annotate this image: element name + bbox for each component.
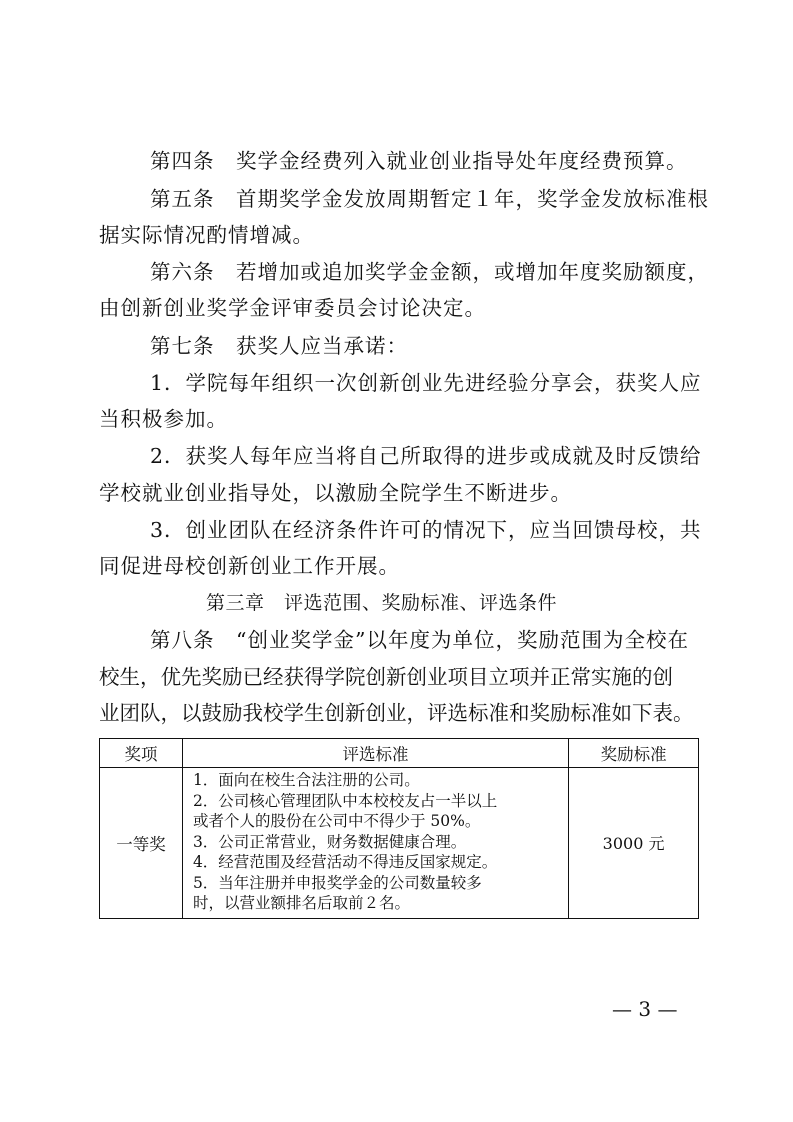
paragraph-line: 同促进母校创新创业工作开展。 bbox=[99, 554, 400, 578]
paragraph-line: 学校就业创业指导处，以激励全院学生不断进步。 bbox=[99, 481, 572, 505]
paragraph-line: 第八条 “创业奖学金”以年度为单位，奖励范围为全校在 bbox=[150, 628, 689, 652]
criteria-line: 4．经营范围及经营活动不得违反国家规定。 bbox=[192, 853, 498, 871]
paragraph-line: 当积极参加。 bbox=[99, 407, 228, 431]
criteria-line: 3．公司正常营业，财务数据健康合理。 bbox=[192, 832, 467, 851]
criteria-cell bbox=[182, 768, 568, 919]
criteria-line: 时，以营业额排名后取前２名。 bbox=[192, 894, 410, 912]
table-header-reward: 奖励标准 bbox=[569, 739, 699, 768]
table-header-award: 奖项 bbox=[100, 739, 183, 768]
paragraph-line: 第四条 奖学金经费列入就业创业指导处年度经费预算。 bbox=[150, 149, 688, 173]
criteria-line: 1．面向在校生合法注册的公司。 bbox=[192, 771, 420, 789]
paragraph-line: 校生，优先奖励已经获得学院创新创业项目立项并正常实施的创 bbox=[99, 665, 673, 689]
chapter-heading: 第三章 评选范围、奖励标准、评选条件 bbox=[206, 592, 558, 614]
criteria-line: 5．当年注册并申报奖学金的公司数量较多 bbox=[192, 873, 482, 892]
criteria-line: 或者个人的股份在公司中不得少于 50%。 bbox=[192, 812, 481, 830]
paragraph-line: 第五条 首期奖学金发放周期暂定１年，奖学金发放标准根 bbox=[150, 187, 709, 211]
award-name-cell: 一等奖 bbox=[100, 768, 183, 919]
paragraph-line: 2．获奖人每年应当将自己所取得的进步或成就及时反馈给 bbox=[150, 444, 702, 468]
paragraph-line: 1．学院每年组织一次创新创业先进经验分享会，获奖人应 bbox=[150, 371, 702, 395]
paragraph-line: 第七条 获奖人应当承诺： bbox=[150, 334, 408, 358]
paragraph-line: 3．创业团队在经济条件许可的情况下，应当回馈母校，共 bbox=[150, 518, 702, 542]
page-number: — 3 — bbox=[612, 997, 678, 1021]
paragraph-line: 由创新创业奖学金评审委员会讨论决定。 bbox=[99, 296, 486, 320]
paragraph-line: 第六条 若增加或追加奖学金金额，或增加年度奖励额度， bbox=[150, 260, 709, 284]
reward-cell: 3000 元 bbox=[569, 768, 699, 919]
paragraph-line: 据实际情况酌情增减。 bbox=[99, 223, 314, 247]
table-header-criteria: 评选标准 bbox=[182, 739, 568, 768]
award-table bbox=[99, 738, 699, 919]
table-header-row bbox=[100, 739, 699, 768]
table-row bbox=[100, 768, 699, 919]
paragraph-line: 业团队，以鼓励我校学生创新创业，评选标准和奖励标准如下表。 bbox=[99, 701, 694, 725]
criteria-line: 2．公司核心管理团队中本校校友占一半以上 bbox=[192, 791, 498, 810]
